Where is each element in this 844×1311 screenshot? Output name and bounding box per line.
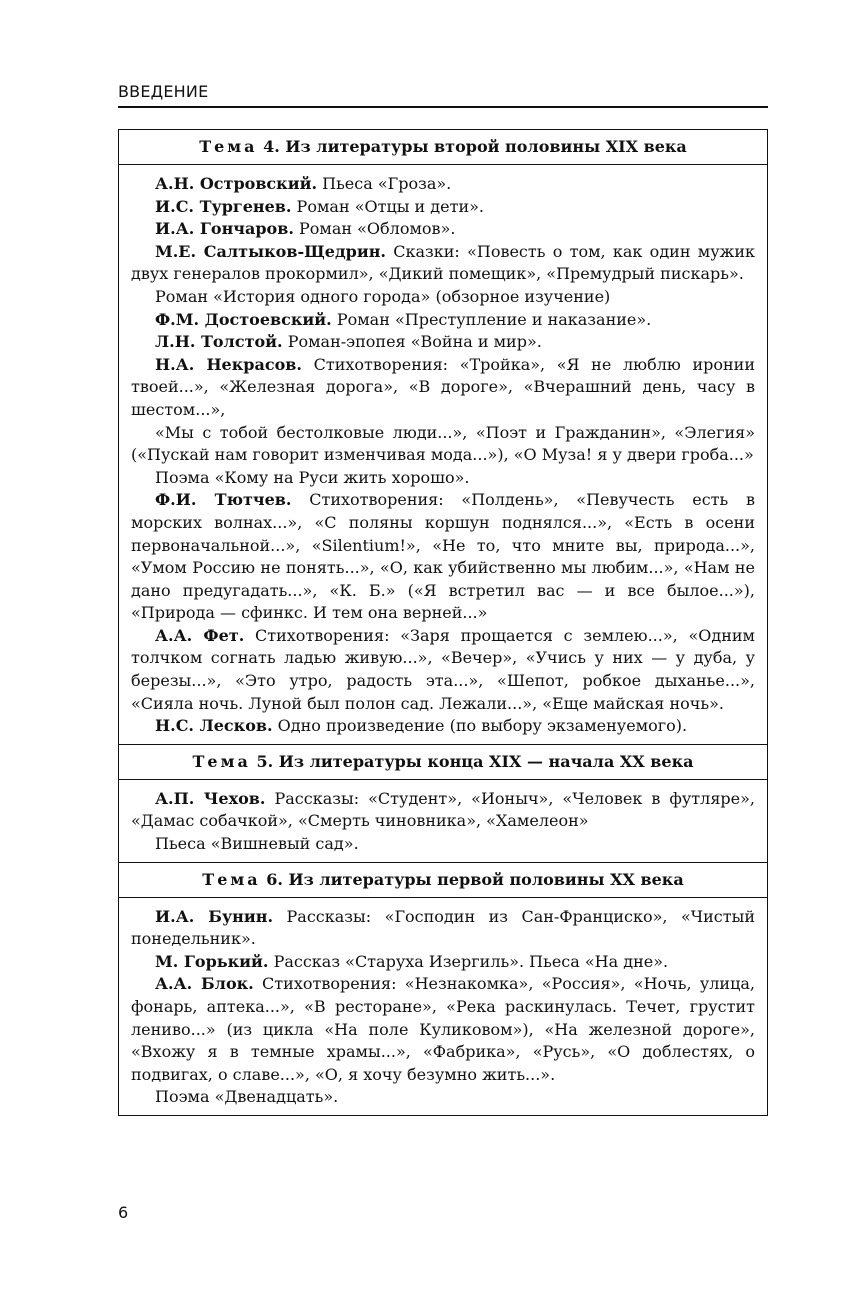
entry-text: Стихотворения: «Заря прощается с землею...», «Одним толчком согнать ладью живую...», «Вечер», «Учись у них — у дуба, у березы...», «Это утро, радость эта...», «Шепот, робкое дыханье...», «Сияла ночь. Луной был полон сад. Лежали...», «Еще майская ночь». [131,625,755,713]
entry-text: Одно произведение (по выбору экзаменуемого). [272,716,688,736]
entry-text: Рассказы: «Студент», «Ионыч», «Человек в футляре», «Дамас собачкой», «Смерть чиновника», «Хамелеон» [131,788,756,831]
author-name: Н.А. Некрасов. [155,354,302,374]
entry-text: Роман «Преступление и наказание». [331,309,652,329]
topic-body [119,165,767,744]
topic-body [119,780,767,862]
entry-text: Роман «Обломов». [293,219,456,239]
running-head: ВВЕДЕНИЕ [118,82,209,101]
syllabus-entry [131,489,755,625]
entry-text: Роман «Отцы и дети». [291,196,485,216]
syllabus-entry [131,309,755,332]
header-rule [118,106,768,108]
entry-text: Роман «История одного города» (обзорное изучение) [155,286,611,306]
entry-text: Роман-эпопея «Война и мир». [282,332,542,352]
entry-text: Поэма «Двенадцать». [155,1087,339,1107]
syllabus-entry [131,906,755,951]
topic-title: 4. Из литературы второй половины XIX века [263,137,687,156]
syllabus-entry [131,286,755,309]
syllabus-entry [131,715,755,738]
syllabus-entry [131,951,755,974]
entry-text: Рассказы: «Господин из Сан-Франциско», «Чистый понедельник». [131,906,755,949]
topic-header [119,130,767,165]
syllabus-entry [131,354,755,422]
author-name: Н.С. Лесков. [155,716,273,736]
syllabus-entry [131,173,755,196]
author-name: Ф.М. Достоевский. [155,309,332,329]
author-name: И.А. Бунин. [155,906,274,926]
entry-text: Поэма «Кому на Руси жить хорошо». [155,467,470,487]
author-name: И.А. Гончаров. [155,219,294,239]
syllabus-entry [131,625,755,715]
topic-label: Тема [192,751,251,771]
topic-title: 6. Из литературы первой половины XX века [266,869,684,889]
syllabus-entry [131,1086,755,1109]
author-name: М. Горький. [155,951,269,971]
author-name: Л.Н. Толстой. [155,332,283,352]
entry-text: Пьеса «Гроза». [317,174,452,193]
entry-text: Стихотворения: «Тройка», «Я не люблю иронии твоей...», «Железная дорога», «В дороге», «Вчерашний день, часу в шестом...», [131,354,755,419]
topic-label: Тема [202,869,261,889]
author-name: Ф.И. Тютчев. [155,490,292,510]
entry-text: «Мы с тобой бестолковые люди...», «Поэт и Гражданин», «Элегия» («Пускай нам говорит изменчивая мода...»), «О Муза! я у двери гроба...» [131,422,755,465]
syllabus-entry [131,241,755,286]
entry-text: Стихотворения: «Полдень», «Певучесть есть в морских волнах...», «С поляны коршун поднялся...», «Есть в осени первоначальной...», «Silentium!», «Не то, что мните вы, природа...», «Умом Россию не понять...», «О, как убийственно мы любим...», «Нам не дано предугадать...», «К. Б.» («Я встретил вас — и все былое...»), «Природа — сфинкс. И тем она верней...» [131,490,756,623]
topic-header [119,744,767,780]
entry-text: Пьеса «Вишневый сад». [155,834,359,854]
topic-body [119,898,767,1115]
entry-text: Рассказ «Старуха Изергиль». Пьеса «На дне». [268,951,669,971]
topic-title: 5. Из литературы конца XIX — начала XX века [256,751,694,771]
entry-text: Сказки: «Повесть о том, как один мужик двух генералов прокормил», «Дикий помещик», «Премудрый пискарь». [131,241,755,284]
topic-label: Тема [199,137,258,156]
topic-section [119,744,767,862]
author-name: А.А. Фет. [155,625,245,645]
topic-section [119,130,767,744]
syllabus-entry [131,218,755,241]
syllabus-entry [131,833,755,856]
entry-text: Стихотворения: «Незнакомка», «Россия», «Ночь, улица, фонарь, аптека...», «В ресторане», «Река раскинулась. Течет, грустит лениво...» (из цикла «На поле Куликовом»), «На железной дороге», «Вхожу я в темные храмы...», «Фабрика», «Русь», «О доблестях, о подвигах, о славе...», «О, я хочу безумно жить...». [131,974,755,1084]
syllabus-entry [131,467,755,490]
page-number: 6 [118,1203,129,1222]
author-name: И.С. Тургенев. [155,196,292,216]
syllabus-entry [131,422,755,467]
author-name: А.Н. Островский. [155,174,318,193]
topic-section [119,862,767,1115]
topic-table [118,129,768,1116]
author-name: А.П. Чехов. [155,788,266,808]
syllabus-entry [131,196,755,219]
topic-header [119,862,767,898]
syllabus-entry [131,973,755,1086]
author-name: А.А. Блок. [155,974,254,994]
syllabus-entry [131,788,755,833]
syllabus-entry [131,331,755,354]
author-name: М.Е. Салтыков-Щедрин. [155,241,386,261]
